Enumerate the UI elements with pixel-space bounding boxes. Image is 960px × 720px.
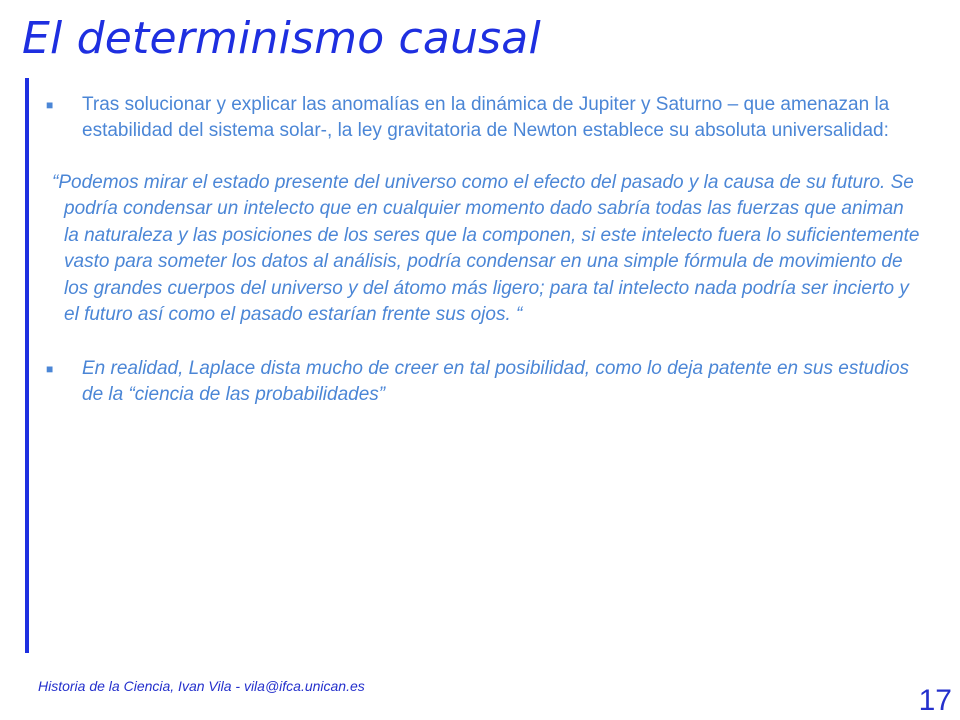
slide-content: [40, 92, 920, 408]
slide-number: 17: [918, 684, 952, 717]
square-bullet-icon: ■: [46, 362, 54, 377]
footer-credit: Historia de la Ciencia, Ivan Vila - vila@ifca.unican.es: [38, 678, 365, 694]
left-accent-bar: [25, 78, 29, 653]
slide-title: El determinismo causal: [22, 13, 541, 64]
laplace-quote: “Podemos mirar el estado presente del universo como el efecto del pasado y la causa de su futuro. Se podría condensar un intelecto que en cualquier momento dado sabría todas las fuerzas que animan la naturaleza y las posiciones de los seres que la componen, si este intelecto fuera lo suficientemente vasto para someter los datos al análisis, podría condensar en una simple fórmula de movimiento de los grandes cuerpos del universo y del átomo más ligero; para tal intelecto nada podría ser incierto y el futuro así como el pasado estarían frente sus ojos. “: [52, 172, 920, 326]
bullet-item-laplace: [40, 356, 920, 408]
bullet-text-laplace: En realidad, Laplace dista mucho de creer en tal posibilidad, como lo deja patente en sus estudios de la “ciencia de las probabilidades”: [82, 358, 910, 406]
bullet-text-newton: Tras solucionar y explicar las anomalías en la dinámica de Jupiter y Saturno – que amenazan la estabilidad del sistema solar-, la ley gravitatoria de Newton establece su absoluta universalidad:: [82, 94, 890, 141]
square-bullet-icon: ■: [46, 98, 54, 112]
bullet-item-newton: [40, 92, 920, 144]
